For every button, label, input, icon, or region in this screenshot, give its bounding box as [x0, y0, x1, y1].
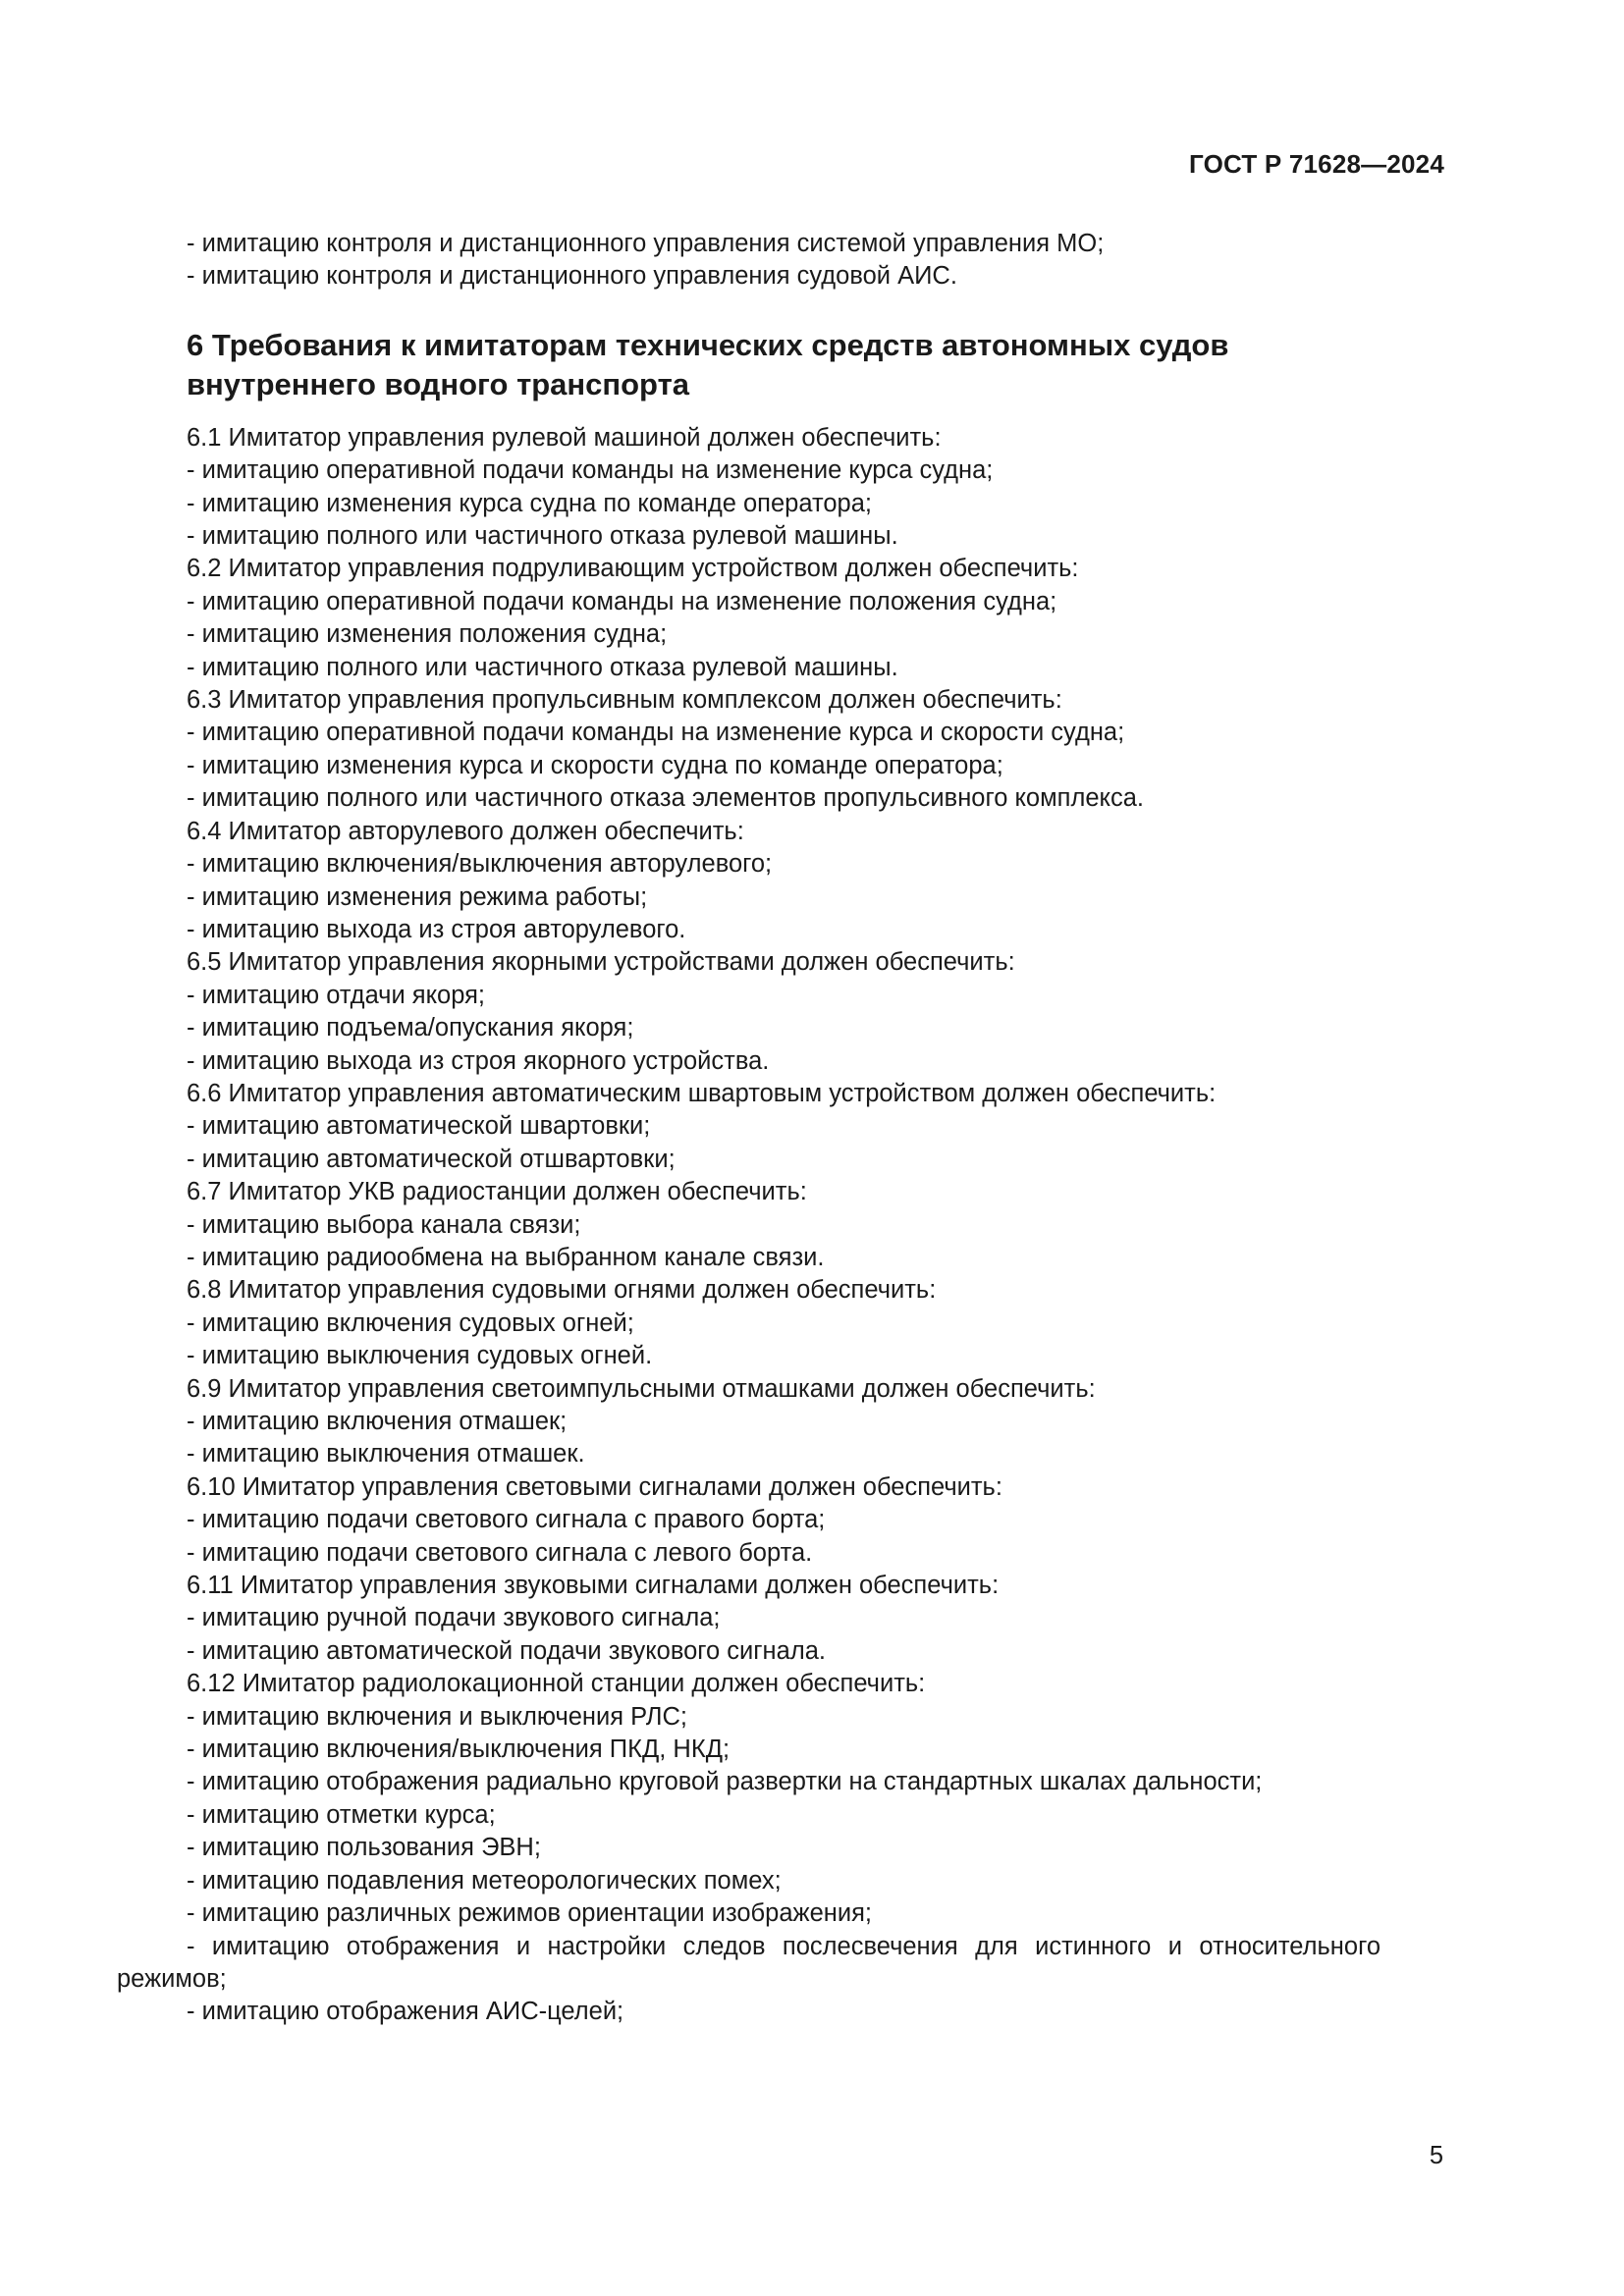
page-number: 5 [1429, 2142, 1443, 2169]
clause-line: - имитацию отображения АИС-целей; [187, 1998, 624, 2026]
clause-line: - имитацию включения судовых огней; [187, 1308, 634, 1337]
clause-line: - имитацию выключения отмашек. [187, 1440, 585, 1468]
clause-line: - имитацию автоматической отшвартовки; [187, 1145, 676, 1173]
clause-line: - имитацию изменения положения судна; [187, 620, 668, 649]
clause-line: - имитацию отдачи якоря; [187, 981, 486, 1009]
clause-line: - имитацию выключения судовых огней. [187, 1342, 653, 1370]
clause-line: 6.6 Имитатор управления автоматическим швартовым устройством должен обеспечить: [187, 1079, 1217, 1107]
clause-line: - имитацию автоматической швартовки; [187, 1112, 651, 1141]
intro-list-item: - имитацию контроля и дистанционного управления системой управления МО; [187, 230, 1105, 257]
clause-line: - имитацию ручной подачи звукового сигнала; [187, 1604, 721, 1632]
document-code-header: ГОСТ Р 71628—2024 [1189, 149, 1444, 179]
clause-line: - имитацию полного или частичного отказа рулевой машины. [187, 653, 898, 681]
clause-line: - имитацию выхода из строя авторулевого. [187, 915, 686, 943]
clause-line: - имитацию оперативной подачи команды на изменение положения судна; [187, 587, 1057, 615]
clause-line: 6.11 Имитатор управления звуковыми сигналами должен обеспечить: [187, 1572, 1000, 1600]
clause-line: 6.12 Имитатор радиолокационной станции должен обеспечить: [187, 1670, 926, 1698]
clause-line: - имитацию включения и выключения РЛС; [187, 1702, 687, 1731]
clause-line: 6.2 Имитатор управления подруливающим устройством должен обеспечить: [187, 555, 1079, 583]
clause-line: - имитацию выбора канала связи; [187, 1210, 581, 1239]
clause-line: - имитацию пользования ЭВН; [187, 1834, 541, 1862]
clause-line: - имитацию изменения курса и скорости судна по команде оператора; [187, 751, 1003, 779]
clause-line: 6.7 Имитатор УКВ радиостанции должен обеспечить: [187, 1178, 807, 1206]
clause-line: - имитацию отметки курса; [187, 1800, 496, 1829]
wrapped-list-item: - имитацию отображения и настройки следов послесвечения для истинного и относительного режимов; [117, 1932, 1380, 1993]
clause-line: - имитацию полного или частичного отказа рулевой машины. [187, 522, 898, 551]
clause-line: - имитацию радиообмена на выбранном канале связи. [187, 1243, 825, 1271]
clause-line: - имитацию оперативной подачи команды на изменение курса судна; [187, 456, 994, 485]
clause-line: 6.4 Имитатор авторулевого должен обеспечить: [187, 817, 744, 845]
clause-line: - имитацию подъема/опускания якоря; [187, 1014, 634, 1042]
clause-line: - имитацию оперативной подачи команды на изменение курса и скорости судна; [187, 719, 1125, 747]
clause-line: - имитацию включения/выключения ПКД, НКД; [187, 1735, 731, 1764]
clause-line: - имитацию подавления метеорологических помех; [187, 1866, 782, 1895]
clause-line: - имитацию изменения курса судна по команде оператора; [187, 489, 872, 517]
clause-line: - имитацию подачи светового сигнала с левого борта. [187, 1538, 813, 1567]
clause-line: - имитацию включения/выключения авторулевого; [187, 850, 773, 879]
clause-line: 6.9 Имитатор управления светоимпульсными отмашками должен обеспечить: [187, 1374, 1096, 1403]
clause-line: - имитацию автоматической подачи звукового сигнала. [187, 1636, 826, 1665]
clause-line: 6.8 Имитатор управления судовыми огнями должен обеспечить: [187, 1276, 937, 1305]
clause-line: - имитацию выхода из строя якорного устройства. [187, 1046, 770, 1075]
clause-line: 6.1 Имитатор управления рулевой машиной должен обеспечить: [187, 423, 942, 452]
section-heading-line: 6 Требования к имитаторам технических средств автономных судов [187, 327, 1229, 362]
clause-line: - имитацию полного или частичного отказа элементов пропульсивного комплекса. [187, 784, 1144, 813]
clause-line: 6.5 Имитатор управления якорными устройствами должен обеспечить: [187, 948, 1015, 977]
intro-list-item: - имитацию контроля и дистанционного управления судовой АИС. [187, 262, 957, 291]
clause-line: - имитацию подачи светового сигнала с правого борта; [187, 1506, 826, 1534]
clause-line: 6.10 Имитатор управления световыми сигналами должен обеспечить: [187, 1472, 1002, 1501]
page-content [117, 228, 1443, 2029]
clause-line: 6.3 Имитатор управления пропульсивным комплексом должен обеспечить: [187, 686, 1062, 715]
section-heading [187, 326, 1443, 404]
clause-line: - имитацию отображения радиально круговой развертки на стандартных шкалах дальности; [187, 1768, 1263, 1796]
section-heading-line: внутреннего водного транспорта [187, 366, 689, 401]
clause-line: - имитацию включения отмашек; [187, 1408, 568, 1435]
clause-line: - имитацию изменения режима работы; [187, 882, 648, 911]
clause-line: - имитацию различных режимов ориентации изображения; [187, 1899, 872, 1928]
